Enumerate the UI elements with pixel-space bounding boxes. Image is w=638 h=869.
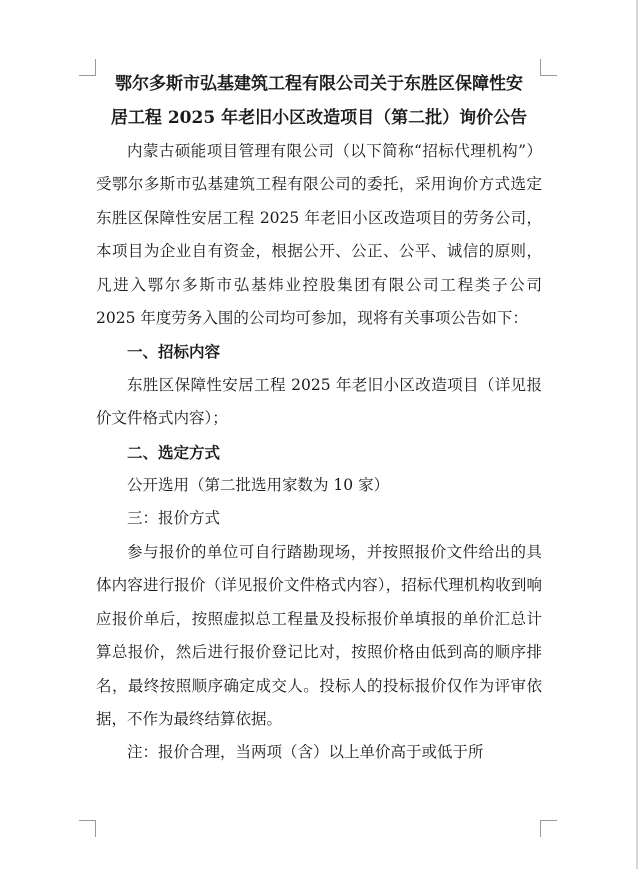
- document-body: [96, 67, 542, 770]
- note-paragraph: 注：报价合理，当两项（含）以上单价高于或低于所: [127, 743, 484, 762]
- document-title: [96, 67, 542, 135]
- margin-corner-bottom-left: [79, 820, 96, 837]
- section-3-body: 参与报价的单位可自行踏勘现场，并按照报价文件给出的具体内容进行报价（详见报价文件格式内容），招标代理机构收到响应报价单后，按照虚拟总工程量及投标报价单填报的单价汇总计算总报价，然后进行报价登记比对，按照价格由低到高的顺序排名，最终按照顺序确定成交人。投标人的投标报价仅作为评审依据，不作为最终结算依据。: [96, 542, 542, 728]
- section-1-body: 东胜区保障性安居工程 2025 年老旧小区改造项目（详见报价文件格式内容）；: [96, 375, 542, 428]
- section-2-body: 公开选用（第二批选用家数为 10 家）: [127, 476, 390, 495]
- margin-corner-top-right: [540, 59, 557, 76]
- title-line-1: 鄂尔多斯市弘基建筑工程有限公司关于东胜区保障性安: [115, 74, 523, 94]
- margin-corner-top-left: [79, 59, 96, 76]
- section-1-heading: 一、招标内容: [127, 342, 221, 362]
- margin-corner-bottom-right: [540, 820, 557, 837]
- title-line-2: 居工程 2025 年老旧小区改造项目（第二批）询价公告: [110, 108, 528, 128]
- intro-paragraph: 内蒙古硕能项目管理有限公司（以下简称“招标代理机构”）受鄂尔多斯市弘基建筑工程有限公司的委托，采用询价方式选定东胜区保障性安居工程 2025 年老旧小区改造项目的劳务公司，本项目为企业自有资金，根据公开、公正、公平、诚信的原则，凡进入鄂尔多斯市弘基炜业控股集团有限公司工程类子公司 2025 年度劳务入围的公司均可参加，现将有关事项公告如下：: [96, 142, 542, 328]
- section-2-heading: 二、选定方式: [127, 442, 221, 462]
- section-3-heading: 三：报价方式: [127, 509, 221, 528]
